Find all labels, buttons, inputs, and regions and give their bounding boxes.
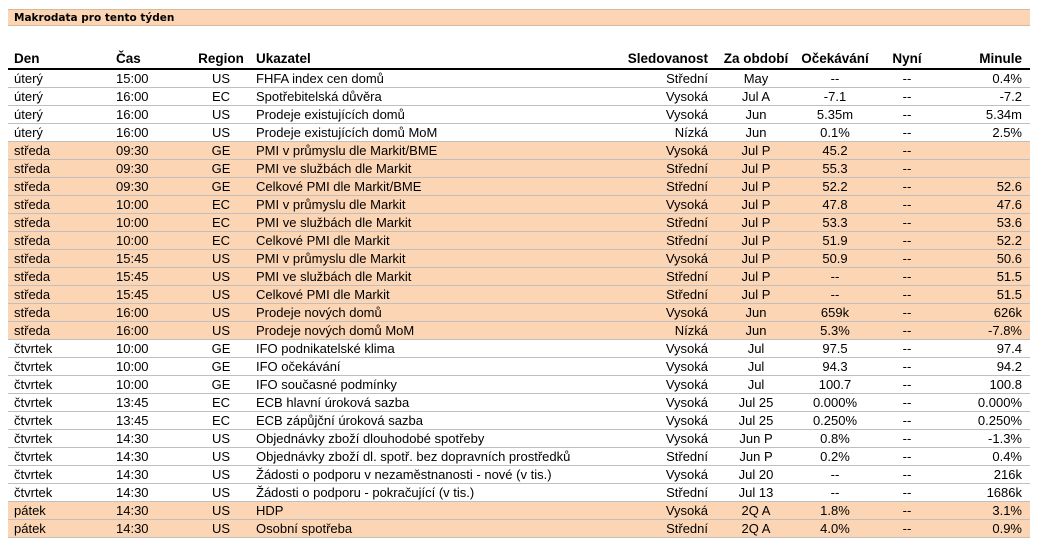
cell-region: US [211,70,231,86]
cell-obdobi: Jul P [716,286,796,304]
cell-den: čtvrtek [14,340,53,356]
cell-obdobi: Jul P [716,268,796,286]
cell-region: GE [192,178,250,196]
col-header-obdobi: Za období [716,48,796,69]
cell-obdobi: Jun [716,322,796,340]
cell-obdobi: Jul [747,358,765,374]
table-row [8,322,1030,340]
cell-ukazatel: IFO očekávání [256,358,341,374]
cell-nyni: -- [902,358,912,374]
table-row [8,412,1030,430]
cell-den: úterý [14,124,43,140]
cell-cas: 10:00 [116,340,149,356]
cell-den: úterý [14,70,43,86]
table-row [8,304,1030,322]
cell-sledovanost: Vysoká [622,250,716,268]
cell-sledovanost: Vysoká [622,304,716,322]
cell-region: EC [192,196,250,214]
cell-ukazatel: ECB hlavní úroková sazba [256,394,410,410]
cell-ocekavani: -7.1 [823,88,847,104]
cell-ocekavani: 1.8% [796,502,874,520]
cell-minule: 52.2 [940,232,1030,250]
cell-minule: 626k [940,304,1030,322]
cell-ocekavani: 97.5 [822,340,848,356]
cell-ocekavani: 55.3 [796,160,874,178]
table-row [8,484,1030,502]
cell-minule [940,142,1030,160]
cell-cas: 10:00 [110,232,192,250]
cell-nyni: -- [874,520,940,538]
cell-ocekavani: -- [796,268,874,286]
cell-obdobi: Jul P [716,232,796,250]
cell-den: úterý [14,88,43,104]
cell-nyni: -- [874,268,940,286]
cell-minule: 97.4 [996,340,1022,356]
cell-den: středa [8,160,110,178]
cell-obdobi: Jun [745,106,767,122]
table-row [8,69,1030,88]
cell-ukazatel: PMI ve službách dle Markit [250,160,622,178]
cell-nyni: -- [874,250,940,268]
cell-ocekavani: 0.8% [820,430,850,446]
col-header-den: Den [8,48,110,69]
cell-ocekavani: 51.9 [796,232,874,250]
cell-obdobi: 2Q A [716,520,796,538]
cell-ukazatel: IFO současné podmínky [256,376,397,392]
cell-minule [940,160,1030,178]
table-row [8,466,1030,484]
cell-ocekavani: 0.2% [820,448,850,464]
cell-ukazatel: Osobní spotřeba [250,520,622,538]
table-row [8,286,1030,304]
cell-obdobi: Jun [716,304,796,322]
table-row [8,448,1030,466]
cell-obdobi: Jul [747,340,765,356]
cell-den: středa [8,178,110,196]
cell-ocekavani: 659k [796,304,874,322]
table-row [8,394,1030,412]
cell-ocekavani: 0.1% [820,124,850,140]
cell-sledovanost: Střední [622,520,716,538]
cell-minule: 94.2 [996,358,1022,374]
cell-minule: 51.5 [940,286,1030,304]
col-header-minule: Minule [940,48,1030,69]
cell-den: středa [8,214,110,232]
cell-region: GE [211,340,231,356]
cell-ocekavani: 4.0% [796,520,874,538]
cell-nyni: -- [902,394,912,410]
cell-nyni: -- [874,196,940,214]
cell-ukazatel: Celkové PMI dle Markit [250,286,622,304]
cell-obdobi: Jul [747,376,765,392]
cell-sledovanost: Vysoká [665,340,708,356]
cell-cas: 15:45 [110,286,192,304]
cell-ukazatel: Prodeje existujících domů [256,106,405,122]
cell-cas: 13:45 [116,412,149,428]
cell-sledovanost: Střední [622,214,716,232]
cell-ocekavani: -- [830,466,840,482]
cell-sledovanost: Střední [622,232,716,250]
cell-region: EC [192,232,250,250]
cell-den: středa [8,232,110,250]
cell-ukazatel: PMI ve službách dle Markit [250,214,622,232]
table-row [8,214,1030,232]
cell-ukazatel: Prodeje nových domů MoM [250,322,622,340]
cell-den: čtvrtek [14,376,53,392]
cell-region: US [211,448,231,464]
cell-cas: 15:00 [116,70,149,86]
cell-ukazatel: Prodeje existujících domů MoM [256,124,438,140]
cell-region: EC [211,412,231,428]
table-row [8,430,1030,448]
cell-region: US [192,250,250,268]
cell-region: EC [192,214,250,232]
cell-obdobi: Jul P [716,196,796,214]
cell-ukazatel: Žádosti o podporu v nezaměstnanosti - nové (v tis.) [256,466,552,482]
cell-den: středa [8,268,110,286]
table-row [8,268,1030,286]
table-row [8,502,1030,520]
cell-ocekavani: 94.3 [822,358,848,374]
cell-obdobi: Jul P [716,250,796,268]
cell-den: čtvrtek [14,484,53,500]
col-header-ukazatel: Ukazatel [250,48,622,69]
col-header-cas: Čas [110,48,192,69]
cell-cas: 13:45 [116,394,149,410]
cell-obdobi: Jul P [716,214,796,232]
cell-region: US [192,520,250,538]
cell-nyni: -- [874,304,940,322]
cell-sledovanost: Vysoká [665,376,708,392]
cell-den: středa [8,304,110,322]
col-header-sledovanost: Sledovanost [622,48,716,69]
cell-ukazatel: IFO podnikatelské klima [256,340,395,356]
cell-obdobi: Jul 25 [738,412,774,428]
cell-minule: 53.6 [940,214,1030,232]
cell-obdobi: Jul A [741,88,771,104]
cell-cas: 16:00 [116,106,149,122]
cell-obdobi: Jun [745,124,767,140]
cell-sledovanost: Vysoká [665,394,708,410]
table-row [8,250,1030,268]
cell-ocekavani: 5.3% [796,322,874,340]
cell-den: středa [8,196,110,214]
cell-nyni: -- [874,160,940,178]
cell-ocekavani: 47.8 [796,196,874,214]
cell-minule: 0.250% [977,412,1022,428]
cell-nyni: -- [874,178,940,196]
cell-nyni: -- [874,214,940,232]
cell-den: středa [8,286,110,304]
cell-region: US [192,268,250,286]
cell-minule: -7.2 [999,88,1022,104]
cell-minule: -1.3% [988,430,1022,446]
cell-ocekavani: 0.250% [812,412,858,428]
table-row [8,160,1030,178]
cell-obdobi: Jun P [739,430,773,446]
cell-nyni: -- [902,412,912,428]
cell-nyni: -- [902,106,912,122]
cell-ukazatel: Spotřebitelská důvěra [256,88,382,104]
table-row [8,124,1030,142]
cell-sledovanost: Vysoká [622,142,716,160]
cell-region: US [192,502,250,520]
cell-cas: 14:30 [116,430,149,446]
cell-cas: 10:00 [116,376,149,392]
header-row [8,48,1030,69]
cell-den: středa [8,322,110,340]
macro-data-table [8,48,1030,538]
cell-den: pátek [8,520,110,538]
cell-ocekavani: -- [830,70,840,86]
cell-sledovanost: Střední [622,160,716,178]
cell-region: US [192,304,250,322]
cell-ocekavani: 52.2 [796,178,874,196]
cell-nyni: -- [902,70,912,86]
cell-minule: 52.6 [940,178,1030,196]
cell-minule: 47.6 [940,196,1030,214]
cell-minule: 0.4% [992,448,1022,464]
cell-obdobi: Jul P [716,178,796,196]
cell-ukazatel: PMI v průmyslu dle Markit [250,196,622,214]
col-header-ocekavani: Očekávání [796,48,874,69]
cell-minule: 1686k [986,484,1022,500]
cell-obdobi: Jun P [739,448,773,464]
cell-ukazatel: Prodeje nových domů [250,304,622,322]
cell-region: US [211,106,231,122]
cell-minule: 100.8 [989,376,1022,392]
cell-den: úterý [14,106,43,122]
cell-obdobi: Jul P [716,160,796,178]
cell-cas: 14:30 [110,520,192,538]
cell-region: US [211,466,231,482]
table-row [8,232,1030,250]
cell-nyni: -- [902,466,912,482]
cell-sledovanost: Střední [622,178,716,196]
cell-cas: 09:30 [110,142,192,160]
cell-ocekavani: -- [830,484,840,500]
cell-region: EC [211,394,231,410]
cell-nyni: -- [902,340,912,356]
cell-ukazatel: FHFA index cen domů [256,70,384,86]
cell-sledovanost: Střední [666,448,708,464]
cell-ukazatel: PMI v průmyslu dle Markit [250,250,622,268]
cell-nyni: -- [902,484,912,500]
cell-obdobi: Jul 20 [738,466,774,482]
cell-nyni: -- [874,286,940,304]
cell-ukazatel: Objednávky zboží dlouhodobé spotřeby [256,430,485,446]
table-row [8,520,1030,538]
cell-den: čtvrtek [14,358,53,374]
cell-minule: 216k [993,466,1022,482]
cell-sledovanost: Střední [622,286,716,304]
cell-minule: -7.8% [940,322,1030,340]
cell-sledovanost: Vysoká [622,196,716,214]
cell-cas: 14:30 [116,484,149,500]
cell-sledovanost: Nízká [674,124,708,140]
cell-minule: 0.000% [977,394,1022,410]
cell-den: čtvrtek [14,412,53,428]
cell-nyni: -- [874,232,940,250]
cell-cas: 15:45 [110,250,192,268]
cell-region: GE [211,376,231,392]
cell-nyni: -- [874,322,940,340]
cell-den: středa [8,142,110,160]
cell-region: GE [192,160,250,178]
cell-cas: 09:30 [110,178,192,196]
cell-region: US [192,286,250,304]
cell-obdobi: Jul 13 [738,484,774,500]
table-row [8,196,1030,214]
cell-sledovanost: Vysoká [665,88,708,104]
cell-den: čtvrtek [14,448,53,464]
cell-ukazatel: Celkové PMI dle Markit/BME [250,178,622,196]
cell-ukazatel: PMI v průmyslu dle Markit/BME [250,142,622,160]
cell-cas: 16:00 [110,322,192,340]
cell-nyni: -- [902,430,912,446]
cell-ukazatel: Celkové PMI dle Markit [250,232,622,250]
cell-region: GE [192,142,250,160]
cell-den: čtvrtek [14,466,53,482]
cell-region: US [192,322,250,340]
table-row [8,178,1030,196]
cell-minule: 2.5% [992,124,1022,140]
cell-cas: 16:00 [116,88,149,104]
cell-sledovanost: Střední [622,268,716,286]
cell-den: pátek [8,502,110,520]
cell-den: čtvrtek [14,430,53,446]
cell-ukazatel: HDP [250,502,622,520]
cell-cas: 14:30 [110,502,192,520]
cell-minule: 3.1% [940,502,1030,520]
cell-ocekavani: 50.9 [796,250,874,268]
cell-cas: 10:00 [110,196,192,214]
cell-ukazatel: ECB zápůjční úroková sazba [256,412,423,428]
cell-nyni: -- [902,124,912,140]
cell-minule: 0.9% [940,520,1030,538]
cell-cas: 15:45 [110,268,192,286]
cell-ocekavani: 100.7 [818,376,852,392]
cell-ukazatel: Žádosti o podporu - pokračující (v tis.) [256,484,475,500]
cell-obdobi: May [743,70,769,86]
cell-cas: 10:00 [116,358,149,374]
table-row [8,142,1030,160]
cell-sledovanost: Střední [666,484,708,500]
cell-sledovanost: Vysoká [665,466,708,482]
cell-ukazatel: Objednávky zboží dl. spotř. bez dopravních prostředků [256,448,571,464]
cell-cas: 16:00 [116,124,149,140]
cell-sledovanost: Vysoká [665,430,708,446]
cell-sledovanost: Vysoká [665,106,708,122]
cell-nyni: -- [902,448,912,464]
cell-region: US [211,484,231,500]
cell-sledovanost: Nízká [622,322,716,340]
cell-obdobi: 2Q A [716,502,796,520]
cell-ocekavani: 0.000% [812,394,858,410]
col-header-nyni: Nyní [874,48,940,69]
cell-den: čtvrtek [14,394,53,410]
cell-sledovanost: Vysoká [665,358,708,374]
cell-nyni: -- [874,142,940,160]
cell-cas: 16:00 [110,304,192,322]
table-row [8,340,1030,358]
cell-cas: 14:30 [116,466,149,482]
cell-nyni: -- [874,502,940,520]
cell-sledovanost: Vysoká [622,502,716,520]
cell-obdobi: Jul 25 [738,394,774,410]
cell-region: GE [211,358,231,374]
table-row [8,358,1030,376]
cell-ukazatel: PMI ve službách dle Markit [250,268,622,286]
cell-minule: 51.5 [940,268,1030,286]
cell-nyni: -- [902,88,912,104]
cell-ocekavani: -- [796,286,874,304]
cell-cas: 14:30 [116,448,149,464]
table-row [8,106,1030,124]
cell-ocekavani: 5.35m [816,106,854,122]
cell-cas: 09:30 [110,160,192,178]
cell-obdobi: Jul P [716,142,796,160]
cell-minule: 50.6 [940,250,1030,268]
cell-ocekavani: 53.3 [796,214,874,232]
cell-region: EC [211,88,231,104]
cell-region: US [211,430,231,446]
cell-den: středa [8,250,110,268]
cell-minule: 0.4% [992,70,1022,86]
table-row [8,376,1030,394]
cell-ocekavani: 45.2 [796,142,874,160]
cell-sledovanost: Vysoká [665,412,708,428]
col-header-region: Region [192,48,250,69]
cell-cas: 10:00 [110,214,192,232]
cell-nyni: -- [902,376,912,392]
cell-sledovanost: Střední [666,70,708,86]
cell-minule: 5.34m [985,106,1022,122]
table-title: Makrodata pro tento týden [8,9,1030,26]
cell-region: US [211,124,231,140]
table-row [8,88,1030,106]
